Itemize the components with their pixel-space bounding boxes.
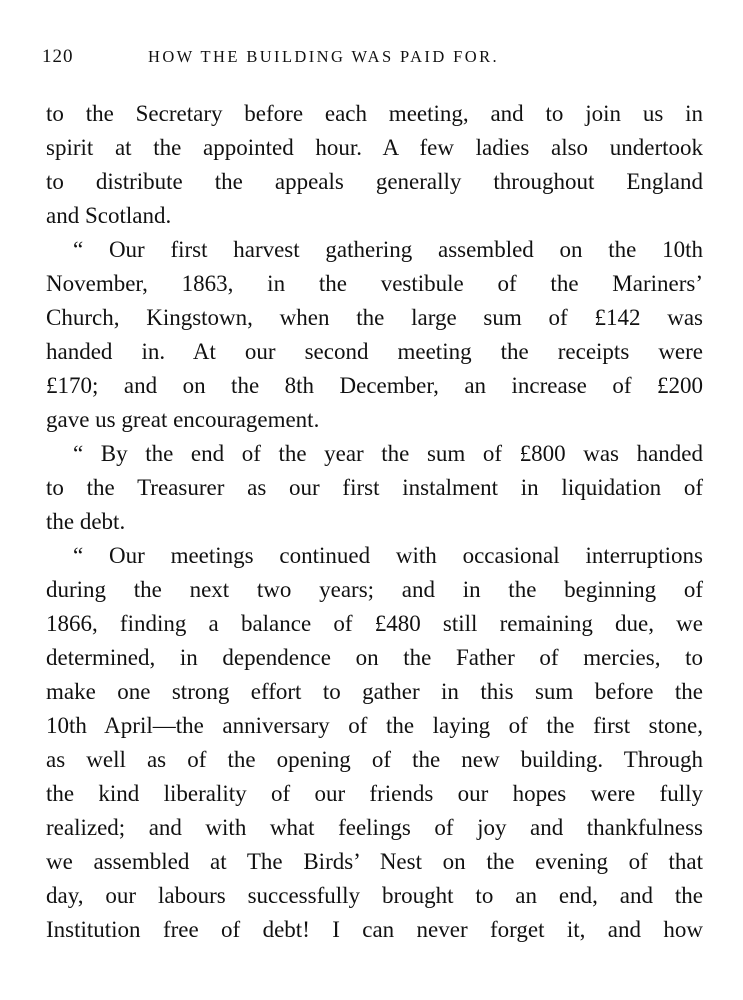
- text-line: determined, in dependence on the Father of mercies, to: [46, 645, 703, 670]
- text-line: Church, Kingstown, when the large sum of £142 was: [46, 305, 703, 330]
- text-line: realized; and with what feelings of joy and thankfulness: [46, 815, 703, 840]
- text-line: to the Secretary before each meeting, and to join us in: [46, 101, 703, 126]
- text-line: £170; and on the 8th December, an increase of £200: [46, 373, 703, 398]
- text-line: day, our labours successfully brought to an end, and the: [46, 883, 703, 908]
- text-line: make one strong effort to gather in this sum before the: [46, 679, 703, 704]
- text-line: the debt.: [46, 509, 126, 534]
- text-line: Institution free of debt! I can never forget it, and how: [46, 917, 703, 942]
- text-line: during the next two years; and in the beginning of: [46, 577, 703, 602]
- running-head: HOW THE BUILDING WAS PAID FOR.: [148, 47, 499, 66]
- text-line: as well as of the opening of the new building. Through: [46, 747, 703, 772]
- text-line: “ Our meetings continued with occasional interruptions: [73, 543, 703, 568]
- text-line: to the Treasurer as our first instalment in liquidation of: [46, 475, 703, 500]
- text-line: “ By the end of the year the sum of £800 was handed: [73, 441, 703, 466]
- text-line: and Scotland.: [46, 203, 172, 228]
- body-text: [46, 97, 703, 947]
- text-line: 10th April—the anniversary of the laying of the first stone,: [46, 713, 703, 738]
- text-line: we assembled at The Birds’ Nest on the evening of that: [46, 849, 703, 874]
- text-line: handed in. At our second meeting the receipts were: [46, 339, 703, 364]
- text-line: November, 1863, in the vestibule of the Mariners’: [46, 271, 703, 296]
- page-header: [42, 46, 702, 74]
- text-line: to distribute the appeals generally throughout England: [46, 169, 703, 194]
- page-number: 120: [42, 46, 74, 67]
- text-line: “ Our first harvest gathering assembled on the 10th: [73, 237, 703, 262]
- text-line: 1866, finding a balance of £480 still remaining due, we: [46, 611, 703, 636]
- text-line: spirit at the appointed hour. A few ladies also undertook: [46, 135, 703, 160]
- text-line: the kind liberality of our friends our hopes were fully: [46, 781, 703, 806]
- text-line: gave us great encouragement.: [46, 407, 320, 432]
